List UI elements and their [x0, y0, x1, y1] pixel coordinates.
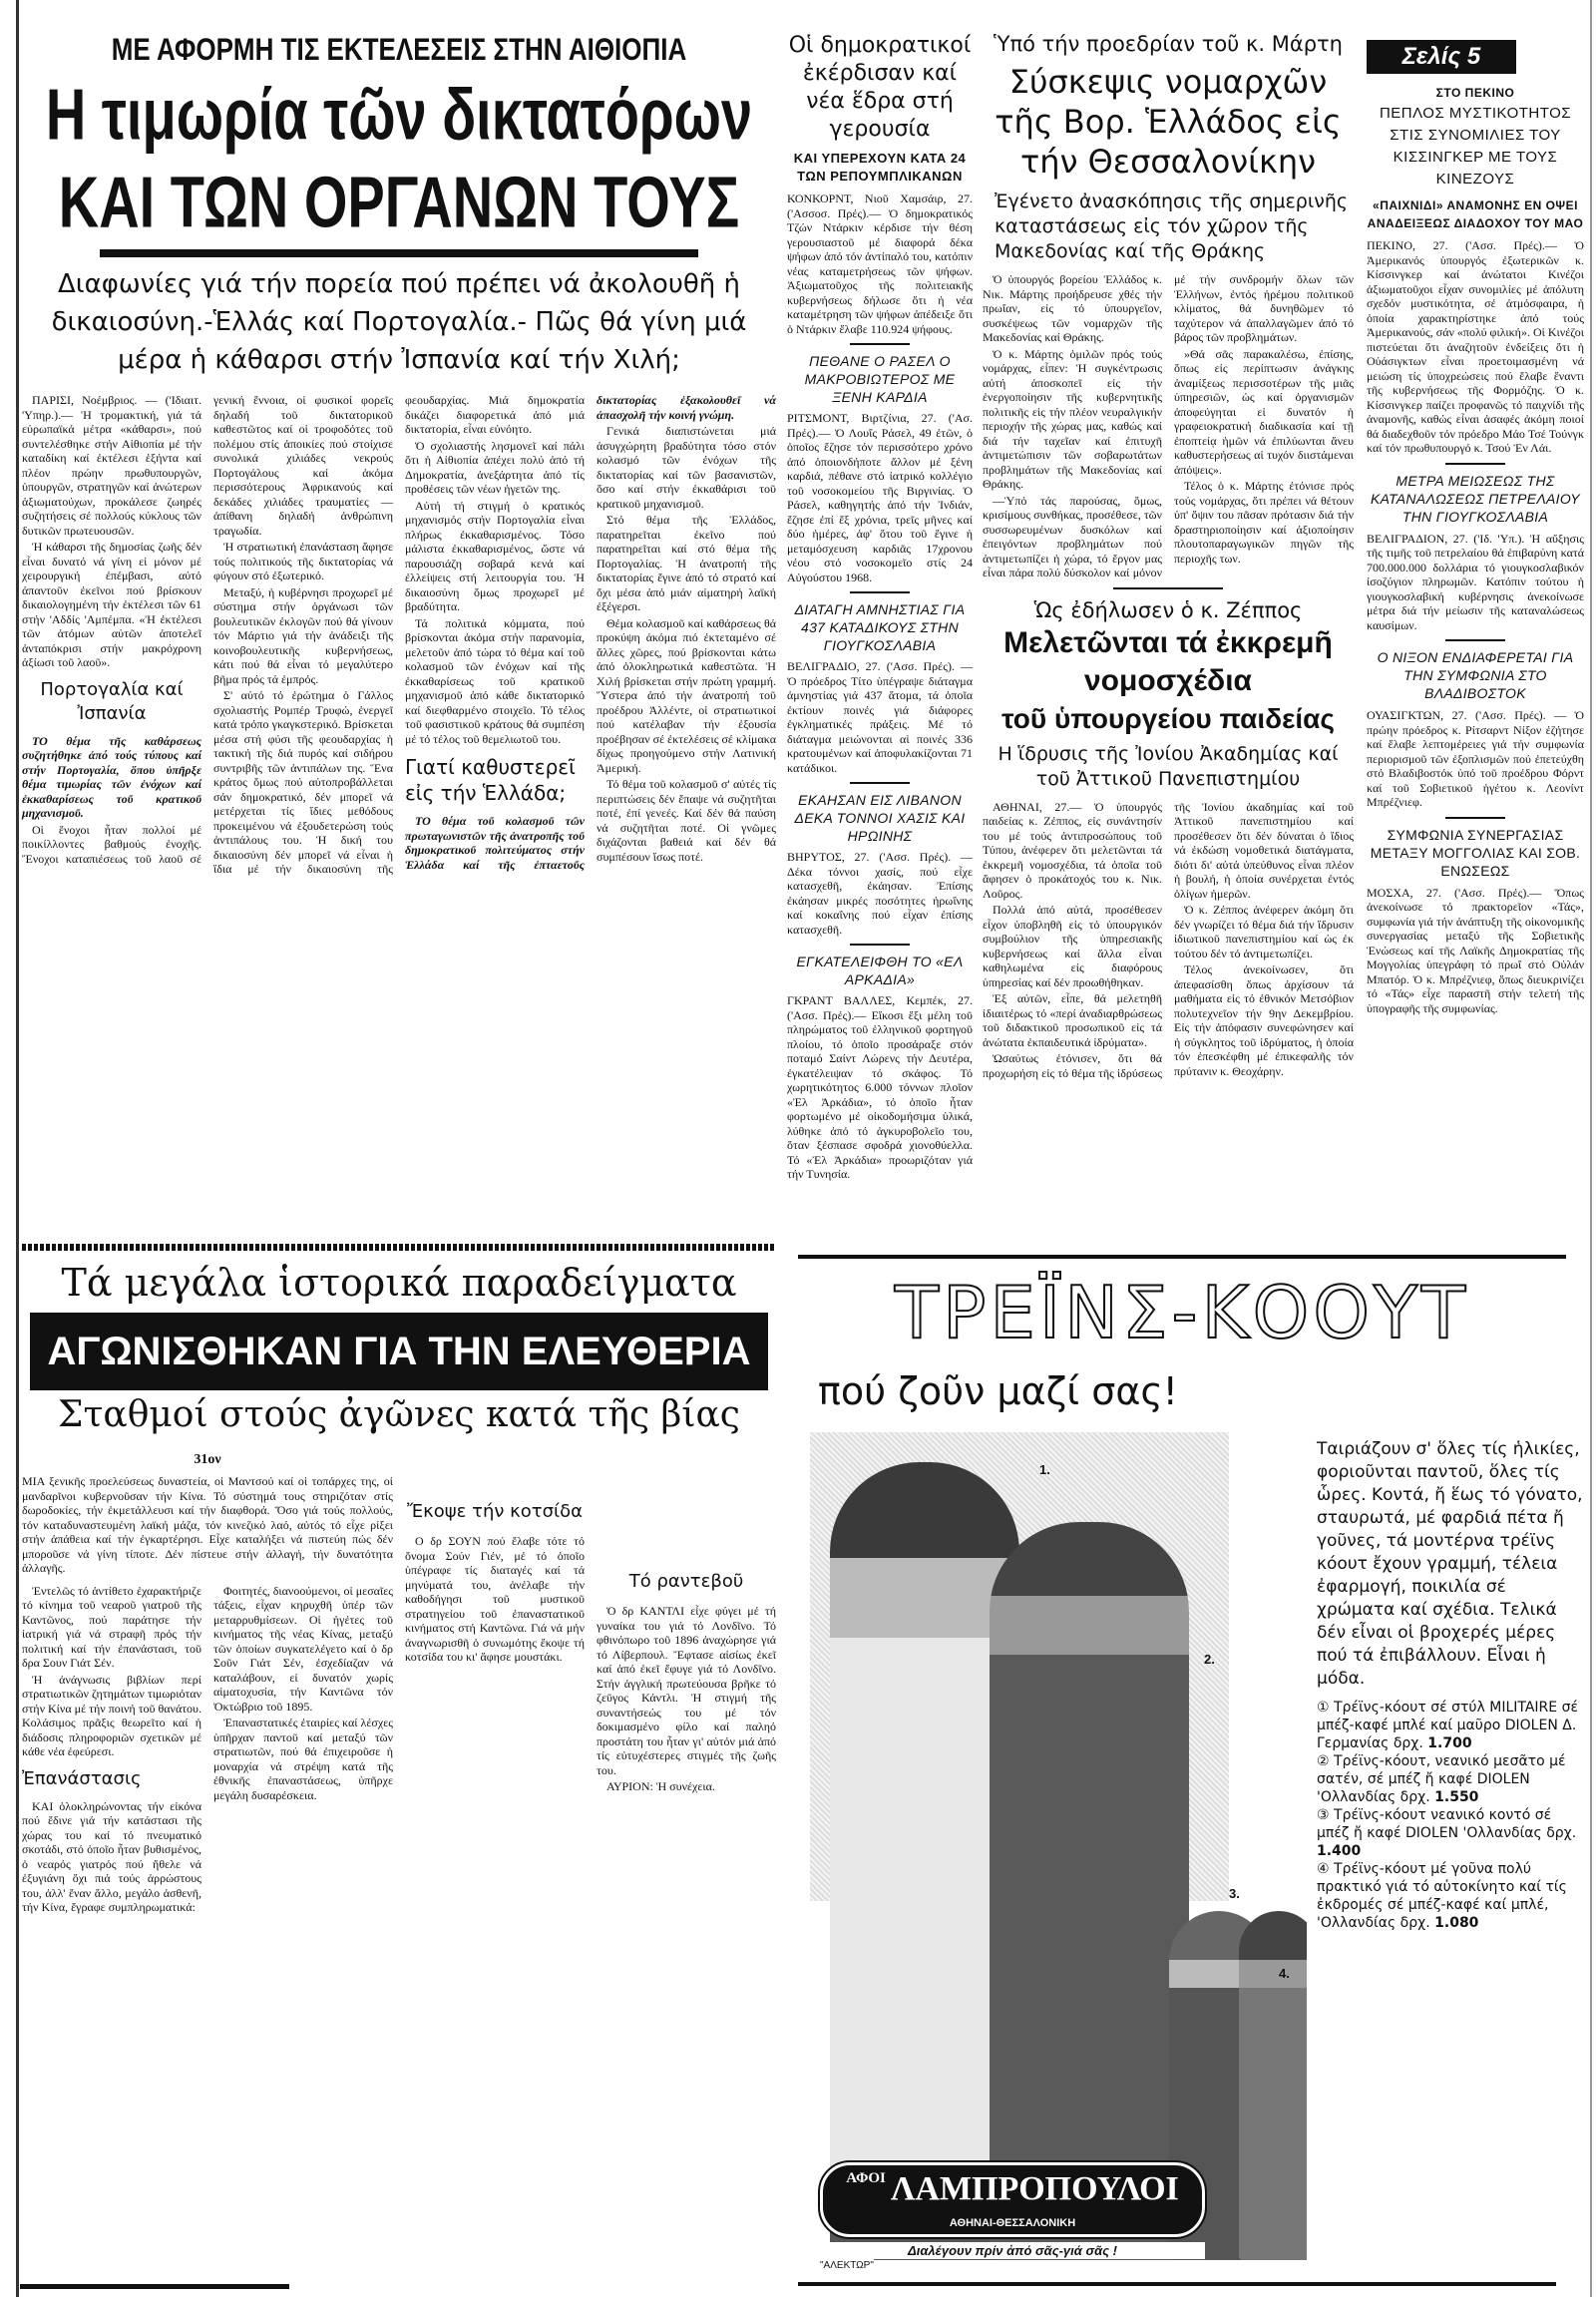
paragraph: Πολλά ἀπό αὐτά, προσέθεσεν εἶχον ὑποβληθῆ εἰς τό ὑπουργικόν συμβούλιον τῆς ὑπηρεσιακῆς κυβερνήσεως καί ἄλλα εἶναι καθηλωμένα εἰς διαφόρους ὑπηρεσίας καί δέν προωθήθηκαν.: [983, 903, 1162, 989]
section-title-portugal: Πορτογαλία καί Ἰσπανία: [40, 678, 184, 724]
history-banner: ΑΓΩΝΙΣΘΗΚΑΝ ΓΙΑ ΤΗΝ ΕΛΕΥΘΕΡΙΑ: [30, 1313, 768, 1390]
paragraph: ΑΘΗΝΑΙ, 27.— Ὁ ὑπουργός παιδείας κ. Ζέππος, εἰς συνάντησίν του μέ τούς ἀντιπροσώπους τοῦ Τύπου, ἀνέφερεν ὅτι μελετῶνται τά ἐκκρεμῆ νομοσχέδια, τά ὁποῖα τοῦ ἄφησεν ὁ προκάτοχός του κ. Νικ. Λοῦρος.: [983, 799, 1162, 901]
ad-tagline: πού ζοῦν μαζί σας!: [818, 1369, 1178, 1413]
peking-headline: ΠΕΠΛΟΣ ΜΥΣΤΙΚΟΤΗΤΟΣ ΣΤΙΣ ΣΥΝΟΜΙΛΙΕΣ ΤΟΥ ΚΙΣΣΙΝΓΚΕΡ ΜΕ ΤΟΥΣ ΚΙΝΕΖΟΥΣ: [1379, 105, 1572, 188]
paragraph: Θέμα κολασμοῦ καί καθάρσεως θά προκύψη ἀκόμα πιό ἐκτεταμένο σέ ἄλλες χῶρες, πού βρίσκονται κάτω ἀπό ὁλοκληρωτικά καθεστῶτα. Ἡ Χιλή βρίσκεται στήν πρώτη γραμμή. Ὕστερα ἀπό τήν ἀνατροπή τοῦ προέδρου Ἀλλέντε, οἱ στρατιωτικοί πού κατέλαβαν τήν ἐξουσία προέβησαν σέ ἐκτελέσεις σέ κλίμακα δίχως προηγούμενο στήν Λατινική Ἀμερική.: [597, 615, 776, 775]
section-title-greece: Γιατί καθυστερεῖ εἰς τήν Ἑλλάδα;: [405, 755, 576, 805]
paragraph: Ἡ στρατιωτική ἐπανάσταση ἄφησε τούς πολιτικούς τῆς δικτατορίας νά φύγουν στό ἐξωτερικό.: [213, 540, 393, 582]
item-price: 1.400: [1317, 1843, 1362, 1859]
peking-subhead: «ΠΑΙΧΝΙΔΙ» ΑΝΑΜΟΝΗΣ ΕΝ ΟΨΕΙ ΑΝΑΔΕΙΞΕΩΣ ΔΙΑΔΟΧΟΥ ΤΟΥ ΜΑΟ: [1367, 198, 1584, 230]
paragraph: —Ὑπό τάς παρούσας, ὅμως, κρισίμους συνθήκας, προσέθεσε, τῶν συσσωρευμένων δυσκόλων καί ἐπειγόντων προβλημάτων πού ἀντιμετωπίζει ἡ χώρα, τό ἔργον μας εἶναι πάρα πολύ δύσκολον καί μόνον μέ τήν συνδρομήν ὅλων τῶν Ἑλλήνων, ἐντός ἠρέμου πολιτικοῦ κλίματος, θά δυνηθῶμεν τό ταχύτερον νά ἀπαλλαγῶμεν ἀπό τό βάρος τῶν προβλημάτων.: [983, 272, 1354, 579]
section-title-revolution: Ἐπανάστασις: [22, 1767, 142, 1789]
paragraph: Φοιτητές, διανοούμενοι, οἱ μεσαῖες τάξεις, εἶχαν κηρυχθῆ ὑπέρ τῶν μεταρρυθμίσεων. Οἱ ἡγέτες τοῦ κινήματος τῆς νέας Κίνας, μεταξύ τῶν ὁποίων συγκατελέγετο καί ὁ δρ Σοῦν Γιάτ Σέν, ἐσχεδίαζαν νά καταλάβουν, εἰ δυνατόν χωρίς αἱματοχυσία, τήν Καντῶνα τόν Ὀκτώβριο τοῦ 1895.: [213, 1583, 393, 1714]
paragraph: Ἐξ αὐτῶν, εἶπε, θά μελετηθῆ ἰδιαιτέρως τό «περί ἀναδιαρθρώσεως τοῦ διδακτικοῦ προσωπικοῦ εἰς τά ἀνώτατα ἐκπαιδευτικά ἱδρύματα».: [983, 991, 1162, 1049]
paragraph: Ὁ ὑπουργός βορείου Ἑλλάδος κ. Νικ. Μάρτης προήδρευσε χθές τήν πρωΐαν, εἰς τό ὑπουργεῖον, συσκέψεως τῶν νομαρχῶν τῆς Μακεδονίας καί Θράκης.: [983, 272, 1162, 344]
paragraph: Τό θέμα τοῦ κολασμοῦ σ' αὐτές τίς περιπτώσεις δέν ἔπαψε νά συζητῆται ποτέ, ἐπί γενεές. Καί δέν θά παύση νά συζητῆται ποτέ. Οἱ γνῶμες διχάζονται βαθειά καί δέν θά συμπέσουν ἴσως ποτέ.: [597, 777, 776, 864]
mongolia-headline: ΣΥΜΦΩΝΙΑ ΣΥΝΕΡΓΑΣΙΑΣ ΜΕΤΑΞΥ ΜΟΓΓΟΛΙΑΣ ΚΑΙ ΣΟΒ. ΕΝΩΣΕΩΣ: [1370, 826, 1581, 879]
separator: [850, 944, 910, 946]
history-article: [22, 1244, 776, 1917]
history-col-4: [597, 1450, 776, 1796]
history-body-grid: [22, 1450, 776, 1917]
paragraph: Ἐντελῶς τό ἀντίθετο ἐχαρακτήριζε τό κίνημα τοῦ νεαροῦ γιατροῦ τῆς Καντῶνος, πού παράτησε τήν ἰατρική γιά νά στραφῆ πρός τήν πολιτική καί τήν ἐπανάστασι, τοῦ δρα Σουν Γιάτ Σέν.: [22, 1583, 201, 1670]
ad-item: [1317, 1699, 1586, 1752]
oil-headline: ΜΕΤΡΑ ΜΕΙΩΣΕΩΣ ΤΗΣ ΚΑΤΑΝΑΛΩΣΕΩΣ ΠΕΤΡΕΛΑΙΟΥ ΤΗΝ ΓΙΟΥΓΚΟΣΛΑΒΙΑ: [1371, 472, 1580, 525]
item-number: ③: [1317, 1807, 1330, 1823]
photo-label-4: 4.: [1279, 1966, 1290, 1981]
nixon-text: ΟΥΑΣΙΓΚΤΩΝ, 27. ('Ασσ. Πρές). — Ὁ πρώην πρόεδρος κ. Ρίτσαρντ Νίξον ἐζήτησε καί ἔλαβε λεπτομέρειες γιά τήν συμφωνία περιορισμοῦ τῶν ἐξοπλισμῶν πού ἐπετεύχθη στό Βλαδιβοστόκ ὑπό τοῦ προέδρου Φόρντ καί τοῦ Σοβιετικοῦ ἡγέτου κ. Λεονίντ Μπρέζνιεφ.: [1367, 708, 1584, 809]
brand-block: [820, 2162, 1205, 2272]
arcadia-headline: ΕΓΚΑΤΕΛΕΙΦΘΗ ΤΟ «ΕΛ ΑΡΚΑΔΙΑ»: [796, 954, 964, 987]
history-col-2: [213, 1584, 393, 1805]
nomarchs-body: [983, 272, 1354, 580]
main-kicker: ΜΕ ΑΦΟΡΜΗ ΤΙΣ ΕΚΤΕΛΕΣΕΙΣ ΣΤΗΝ ΑΙΘΙΟΠΙΑ: [111, 31, 687, 67]
brand-slogan: Διαλέγουν πρίν ἀπό σᾶς-γιά σᾶς !: [820, 2242, 1205, 2259]
ad-title: ΤΡΕΪΝΣ-ΚΟΟΥΤ: [895, 1271, 1469, 1354]
nomarchs-kicker: Ὑπό τήν προεδρίαν τοῦ κ. Μάρτη: [994, 32, 1343, 56]
senate-text: ΚΟΝΚΟΡΝΤ, Νιοῦ Χαμσάιρ, 27. ('Ασσοσ. Πρές).— Ὁ δημοκρατικός Τζών Ντάρκιν κέρδισε τήν θέση γερουσιαστοῦ μέ διαφορά δέκα ψήφων ἀπό τόν ἀντίπαλό του, κατόπιν νέας καταμετρήσεως τῶν ψήφων. Ἀξιωματοῦχος τῆς πολιτειακῆς κυβερνήσεως δήλωσε ὅτι ἡ νέα καταμέτρηση τῶν ψήφων ἀπέδειξε ὅτι ὁ Ντάρκιν ἔλαβε 110.924 ψήφους.: [787, 191, 973, 336]
main-article: [22, 28, 776, 877]
item-number: ④: [1317, 1861, 1330, 1877]
ad-top-rule: [798, 1255, 1566, 1259]
paragraph: ΚΑΙ ὁλοκληρώνοντας τήν εἰκόνα πού ἔδινε γιά τήν κατάστασι τῆς χώρας του καί τό πνευματικό σκοτάδι, στό ὁποῖο ἦταν βυθισμένος, ὁ νεαρός γιατρός πού ἤθελε νά ἐξυγιάνη ὄχι πιά τούς ἀρρώστους του, ἀλλ' ἕναν ἄλλο, μεγάλο ἀσθενῆ, τήν Κίνα, ἔγραφε συμπληρωματικά:: [22, 1798, 201, 1914]
russell-text: ΡΙΤΣΜΟΝΤ, Βιρτζίνια, 27. ('Ασ. Πρές).— Ὁ Λουΐς Ράσελ, 49 ἐτῶν, ὁ ὁποῖος ἔζησε τόν περισσότερο χρόνο ἀπό ὁποιονδήποτε ἄλλον μέ ξένη καρδιά, πέθανε στό ἰατρικό κολλέγιο τοῦ νοσοκομείου τῆς Βιργινίας. Ὁ Ράσελ, καθηγητής ἀπό τήν Ἰνδιάν, ἔζησε ἐπί ἕξ χρόνια, τρεῖς μῆνες καί δύο ἡμέρες, ἀφ' ὅτου τοῦ ἔγινε ἡ μεταμόσχευση καρδιᾶς 17χρονου νέου στό νοσοκομεῖο στίς 24 Αὐγούστου 1968.: [787, 411, 973, 584]
senate-subhead: ΚΑΙ ΥΠΕΡΕΧΟΥΝ ΚΑΤΑ 24 ΤΩΝ ΡΕΠΟΥΜΠΛΙΚΑΝΩΝ: [793, 151, 967, 184]
brand-logo: [820, 2162, 1205, 2237]
ad-photo: [810, 1432, 1307, 2268]
senate-headline: Οἱ δημοκρατικοί ἐκέρδισαν καί νέα ἕδρα στή γερουσία: [788, 33, 972, 142]
section-title-rendezvous: Τό ραντεβοῦ: [628, 1571, 744, 1592]
nomarchs-subheadline: Ἐγένετο ἀνασκόπησις τῆς σημερινῆς καταστάσεως εἰς τόν χῶρον τῆς Μακεδονίας καί τῆς Θράκης: [995, 191, 1349, 262]
brand-line: [823, 2167, 1202, 2216]
item-price: 1.080: [1434, 1915, 1479, 1931]
education-body: [983, 800, 1354, 1081]
separator: [850, 591, 910, 593]
separator: [850, 782, 910, 784]
brand-cities: ΑΘΗΝΑΙ-ΘΕΣΣΑΛΟΝΙΚΗ: [949, 2217, 1076, 2229]
item-price: 1.550: [1434, 1789, 1479, 1805]
model-4-figure: [1239, 1911, 1307, 2260]
nixon-headline: Ο ΝΙΞΟΝ ΕΝΔΙΑΦΕΡΕΤΑΙ ΓΙΑ ΤΗΝ ΣΥΜΦΩΝΙΑ ΣΤΟ ΒΛΑΔΙΒΟΣΤΟΚ: [1377, 649, 1574, 701]
paragraph: Ο δρ ΣΟΥΝ πού ἔλαβε τότε τό ὄνομα Σούν Γιέν, μέ τό ὁποῖο ὑπέγραφε τίς διαταγές καί τά μηνύματά του, ἀνέλαβε τήν καθοδήγησι τοῦ μυστικοῦ στρατηγείου τοῦ ἐπαναστατικοῦ κινήματος στή Καντῶνα. Γιά νά μήν ἀναγνωρισθῆ ὁ συνωμότης ἔκοψε τή κοτσίδα του κι' ἄφησε μουστάκι.: [405, 1534, 585, 1664]
item-number: ②: [1317, 1753, 1330, 1769]
main-subheadline: Διαφωνίες γιά τήν πορεία πού πρέπει νά ἀκολουθῆ ἡ δικαιοσύνη.-Ἑλλάς καί Πορτογαλία.- Πῶς θά γίνη μιά μέρα ἡ κάθαρσι στήν Ἰσπανία καί τήν Χιλή;: [51, 269, 747, 375]
photo-label-2: 2.: [1204, 1652, 1215, 1667]
main-headline-2: ΚΑΙ ΤΩΝ ΟΡΓΑΝΩΝ ΤΟΥΣ: [58, 161, 740, 243]
paragraph: ΤΟ θέμα τῆς καθάρσεως συζητήθηκε ἀπό τούς τύπους καί στήν Πορτογαλία, ὅπου ὑπῆρξε θέμα τιμωρίας τῶν ἐνόχων καί ἐκκαθαρίσεως τοῦ κρατικοῦ μηχανισμοῦ.: [22, 733, 201, 820]
amnesty-text: ΒΕΛΙΓΡΑΔΙΟ, 27. ('Ασσ. Πρές). — Ὁ πρόεδρος Τίτο ὑπέγραψε διάταγμα ἀμνηστίας γιά 437 ἄτομα, τά ὁποῖα ἐκτίουν ποινές γιά διάφορες ἐγκληματικές πράξεις. Μέ τό διάταγμα μειώνονται αἱ ποινές 336 κρατουμένων καί ἀποφυλακίζονται 71 κατάδικοι.: [787, 659, 973, 775]
paragraph: Τέλος ἀνεκοίνωσεν, ὅτι ἀπεφασίσθη ὅπως ἀρχίσουν τά μαθήματα εἰς τό ἐθνικόν Μετσόβιον πολυτεχνεῖον τήν 9ην Δεκεμβρίου. Εἰς τήν ἀπόφασιν συνεφώνησεν καί ἡ σύγκλητος τοῦ ἱδρύματος, ἡ ὁποία τόν ἐπεσκέφθη μέ ἐπικεφαλῆς τόν πρύτανιν κ. Θεοχάρην.: [1174, 962, 1354, 1078]
paragraph: Οἱ ἔνοχοι ἦταν πολλοί μέ ποικίλλοντες βαθμούς ἐνοχῆς. Ἔνοχοι καταπιέσεως τοῦ λαοῦ σέ γενική ἔννοια, οἱ φυσικοί φορεῖς δηλαδή τοῦ δικτατορικοῦ καθεστῶτος καί οἱ τροφοδότες τοῦ πολέμου στίς ἀποικίες πού στοίχισε συνολικά χιλιάδες νεκρούς Πορτογάλους καί ἀκόμα περισσότερους Ἀφρικανούς καί δεκάδες χιλιάδες τραυματίες — ἀπίθανη δηλαδή ἀνθρώπινη τραγωδία.: [22, 393, 393, 866]
paragraph: Τά πολιτικά κόμματα, πού βρίσκονται ἀκόμα στήν παρανομία, μελετοῦν ἀπό τώρα τό θέμα καί τοῦ κολασμοῦ τῶν ἐνόχων καί τῆς ἐκκαθαρίσεως τοῦ κρατικοῦ μηχανισμοῦ ἀπό κάθε δικτατορικό καί διεφθαρμένο στοιχεῖο. Τό τέλος τοῦ φασιστικοῦ κράτους θά συμπέση μέ τό τέλος τοῦ θεμελιωτοῦ του.: [405, 615, 585, 746]
separator: [850, 343, 910, 345]
separator: [1445, 463, 1505, 465]
peking-kicker: ΣΤΟ ΠΕΚΙΝΟ: [1435, 86, 1515, 100]
section-title-queue: Ἔκοψε τήν κοτσίδα: [407, 1501, 583, 1522]
brand-name: ΛΑΜΠΡΟΠΟΥΛΟΙ: [891, 2170, 1179, 2207]
ad-item: [1317, 1860, 1586, 1932]
mongolia-text: ΜΟΣΧΑ, 27. ('Ασσ. Πρές).— Ὅπως ἀνεκοίνωσε τό πρακτορεῖον «Τάς», συμφωνία γιά τήν ἀνάπτυξη τῆς οἰκονομικῆς συνεργασίας μεταξύ τῆς Σοβιετικῆς Ἑνώσεως καί τῆς Λαϊκῆς Δημοκρατίας τῆς Μογγολίας ὑπεγράφη τό πρωΐ στό Οὐλάν Μπατόρ. Ὁ κ. Μπρέζνιεφ, ὅπως διευκρινίζει τό «Τάς» εἶχε παραστῆ στήν τελετή τῆς ὑπογραφῆς τῆς συμφωνίας.: [1367, 885, 1584, 1015]
hashish-text: ΒΗΡΥΤΟΣ, 27. ('Ασσ. Πρές). — Δέκα τόννοι χασίς, πού εἶχε κατασχεθῆ, ἐκάησαν. Ἐπίσης ἐκάησαν μικρές ποσότητες ἡρωΐνης καί κοκαΐνης πού εἶχαν ἐπίσης κατασχεθῆ.: [787, 850, 973, 937]
ad-description: Ταιριάζουν σ' ὅλες τίς ἡλικίες, φοριοῦνται παντοῦ, ὅλες τίς ὧρες. Κοντά, ἤ ἕως τό γόνατο, σταυρωτά, μέ φαρδιά πέτα ἤ γοῦνες, τά μοντέρνα τρέϊνς κόουτ ἔχουν γραμμή, τέλεια ἐφαρμογή, ποικιλία σέ χρώματα καί σχέδια. Τελικά δέν εἶναι οἱ βροχερές μέρες πού τά ἐπιβάλλουν. Εἶναι ἡ μόδα.: [1317, 1439, 1583, 1689]
right-edge-line: [1590, 0, 1592, 2297]
brand-prefix: ΑΦΟΙ: [846, 2170, 886, 2186]
education-headline-3: τοῦ ὑπουργείου παιδείας: [1001, 702, 1335, 734]
history-subheadline: Σταθμοί στούς ἀγῶνες κατά τῆς βίας: [58, 1394, 740, 1435]
column-a: [787, 26, 973, 1182]
item-text: Τρέϊνς-κόουτ νεανικό κοντό σέ μπέζ ἤ καφέ DIOLEN 'Ολλανδίας δρχ.: [1317, 1807, 1577, 1841]
ad-bottom-rule: [798, 2282, 1556, 2286]
paragraph: Ὁ σχολιαστής λησμονεῖ καί πάλι ὅτι ἡ Αἰθιοπία ἀπέχει πολύ ἀπό τή Δημοκρατία, ἀνεξάρτητα ἀπό τίς προθέσεις τῶν νέων ἡγετῶν της.: [405, 438, 585, 496]
history-part-number: 31ον: [194, 1452, 221, 1467]
paragraph: Γενικά διαπιστώνεται μιά ἀσυγχώρητη βραδύτητα τόσο στόν κολασμό τῶν ἐνόχων τῆς δικτατορίας καί τῶν βασανιστῶν, ὅσο καί στήν ἐκκαθάρισι τοῦ κρατικοῦ μηχανισμοῦ.: [597, 424, 776, 511]
peking-text: ΠΕΚΙΝΟ, 27. ('Ασσ. Πρές).— Ὁ Ἀμερικανός ὑπουργός ἐξωτερικῶν κ. Κίσσινγκερ καί ἀνώτατοι Κινέζοι ἀξιωματοῦχοι εἶχαν συνομιλίες μέ ἀπόλυτη σχεδόν μυστικότητα, σέ ἀτμόσφαιρα, ἡ ὁποία χαρακτηρίστηκε ἀπό τούς Ἀμερικανούς, σάν «πολύ φιλική». Οἱ Κινέζοι πιστεύεται ὅτι ἀναζητοῦν ἐνδείξεις ὅτι ἡ Οὐάσιγκτων εἶναι προετοιμασμένη νά μειώση τίς ὑποχρεώσεις πού ἔλαβε ἔναντι τῆς κυβερνήσεως τῆς Φορμόζης. Ὁ κ. Κίσσινγκερ παίζει προφανῶς τό παιχνίδι τῆς ἀναμονῆς, καθώς εἶναι ἀσαφές ἀκόμη ποιοί θά διαδεχθοῦν τόν πρόεδρο Μάο Τσέ Τούνγκ καί τόν πρωθυπουργό κ. Τσού Ἐν Λάι.: [1367, 238, 1584, 455]
education-headline-2: νομοσχέδια: [1084, 663, 1252, 697]
photo-label-1: 1.: [1039, 1462, 1050, 1477]
item-text: Τρέϊνς-κόουτ σέ στύλ MILITAIRE σέ μπέζ-καφέ μπλέ καί μαῦρο DIOLEN Δ. Γερμανίας δρχ.: [1317, 1700, 1579, 1751]
dotted-rule: [22, 1244, 776, 1251]
agency-credit: "ΑΛΕΚΤΩΡ": [820, 2260, 874, 2271]
paragraph: Τέλος ὁ κ. Μάρτης ἐτόνισε πρός τούς νομάρχας, ὅτι πρέπει νά θέτουν ὑπ' ὄψιν του πᾶσαν πρότασιν διά τήν δραστηριοποίησιν καί ἀξιοποίησιν πλουτοπαραγωγικῶν πηγῶν τῆς περιοχῆς των.: [1174, 479, 1354, 566]
history-kicker: Τά μεγάλα ἱστορικά παραδείγματα: [61, 1261, 737, 1305]
model-2-figure: [990, 1522, 1189, 2260]
ad-item: [1317, 1752, 1586, 1806]
hashish-headline: ΕΚΑΗΣΑΝ ΕΙΣ ΛΙΒΑΝΟΝ ΔΕΚΑ ΤΟΝΝΟΙ ΧΑΣΙΣ ΚΑΙ ΗΡΩΙΝΗΣ: [794, 792, 966, 844]
history-col-1: [22, 1584, 201, 1917]
history-intro: [22, 1450, 393, 1584]
education-kicker: Ὡς ἐδήλωσεν ὁ κ. Ζέππος: [1033, 597, 1303, 622]
paragraph: Ἡ κάθαρσι τῆς δημοσίας ζωῆς δέν εἶναι δυνατό νά γίνη εἰ μόνον μέ χειρουργική ἐπέμβασι, αὐτό ἀπαντοῦν ἐκεῖνοι πού βρίσκουν δικαιολογημένη τήν ἐκτέλεσι τῶν 61 στήν 'Αδδίς 'Αμπέμπα. «Ἡ ἐκτέλεσι τῶν ἀτόμων αὐτῶν ἀποτελεῖ ἀνταπόκρισι στήν μακρόχρονη ἀξίωσι τοῦ λαοῦ».: [22, 540, 201, 669]
continued-note: ΑΥΡΙΟΝ: Ἡ συνέχεια.: [606, 1779, 715, 1793]
paragraph: Στό θέμα τῆς Ἑλλάδος, παρατηρεῖται ἐκεῖνο πού παρατηρεῖται καί στό θέμα τῆς Πορτογαλίας. Ἡ ἀνατροπή τῆς δικτατορίας ἔγινε ἀπό τό στρατό καί ὄχι μέσα ἀπό μιάν αἱματηρή λαϊκή ἐξέγερσι.: [597, 513, 776, 613]
separator: [1445, 639, 1505, 641]
history-col-3: [405, 1450, 585, 1667]
page-number-badge: Σελίς 5: [1367, 40, 1516, 74]
ad-item: [1317, 1806, 1586, 1860]
separator: [1445, 817, 1505, 819]
paragraph: Ὁ κ. Μάρτης ὁμιλῶν πρός τούς νομάρχας, εἶπεν: Ἡ συγκέντρωσις αὐτή ἀποσκοπεῖ εἰς τήν ἐνεργοποίησιν τῆς κυβερνητικῆς πολιτικῆς εἰς τήν πλέον νευραλγικήν περιοχήν τῆς χώρας μας, καθώς καί διά τήν ταχεῖαν καί ἐπιτυχῆ ἀντιμετώπισιν τῶν σοβαρωτάτων προβλημάτων τῆς Μακεδονίας καί Θράκης.: [983, 346, 1162, 491]
column-c: [1367, 30, 1584, 1015]
paragraph: Αὐτή τή στιγμή ὁ κρατικός μηχανισμός στήν Πορτογαλία εἶναι πλήρως ἐκκαθαρισμένος. Τόσο μάλιστα ἐκκαθαρισμένος, ὥστε νά παρουσιάζη σοβαρά κενά καί ἐλλείψεις στή λειτουργία του. Ἡ δικαιοσύνη ὅμως προχωρεῖ μέ βραδύτητα.: [405, 498, 585, 613]
paragraph: ΠΑΡΙΣΙ, Νοέμβριος. — ('Ιδιαιτ. 'Υπηρ.).— Ἡ τρομακτική, γιά τά εὐρωπαϊκά μέτρα «κάθαρσι», πού συντελέσθηκε στήν Αἰθιοπία μέ τήν καταδίκη καί ἐκτέλεσι ἑξήντα καί πλέον πρώην πρωθυπουργῶν, ὑπουργῶν, στρατηγῶν καί ἀνώτερων ἀξιωματούχων, προκάλεσε ζωηρές συζητήσεις σέ πολλούς κύκλους τῶν δυτικῶν πρωτευουσῶν.: [22, 393, 201, 538]
amnesty-headline: ΔΙΑΤΑΓΗ ΑΜΝΗΣΤΙΑΣ ΓΙΑ 437 ΚΑΤΑΔΙΚΟΥΣ ΣΤΗΝ ΓΙΟΥΓΚΟΣΛΑΒΙΑ: [794, 601, 966, 653]
intro-paragraph: ΜΙΑ ξενικῆς προελεύσεως δυναστεία, οἱ Μαντσού καί οἱ τοπάρχες της, οἱ μανδαρῖνοι κυβερνοῦσαν τήν Κίνα. Τό σύστημά τους στηριζόταν στίς δωροδοκίες, τήν ἐκμετάλλευσι καί τήν διαφθορά. Ὅσο γιά τούς πολλούς, τόν καταδυναστευμένη λαϊκή μάζα, τόν κινεζικό λαό, αὐτός τό εἶχε ρίξει στήν ἀπάθεια καί τήν ἐγκαρτέρησι. Εἶχε καταλήξει νά πιστεύη πώς δέν μποροῦσε νά γίνη τίποτε. Δέν πίστευε στήν ἀλλαγή, τήν δυνατότητα ἀλλαγῆς.: [22, 1474, 393, 1575]
column-b: [983, 30, 1354, 1080]
paragraph: »Θά σᾶς παρακαλέσω, ἐπίσης, ὅπως εἰς περίπτωσιν ἀνάγκης ἀναμίξεως περισσοτέρων τῆς μιᾶς ὑπηρεσιῶν, ὡς καί ὀργανισμῶν ἀποφεύγηται εἰ δυνατόν ἡ γραφειοκρατική διαδικασία καί τῇ ἐποπτείᾳ ἡμῶν νά ἐπιλύωνται ἄνευ καθυστερήσεως αἱ τυχόν διιστάμεναι ἀπόψεις».: [1174, 346, 1354, 477]
oil-text: ΒΕΛΙΓΡΑΔΙΟΝ, 27. ('Ιδ. 'Υπ.). Ἡ αὔξησις τῆς τιμῆς τοῦ πετρελαίου θά ἐπιβαρύνη κατά 700.000.000 δολλάρια τό γιουγκοσλαβικόν ἰσοζύγιον πληρωμῶν. Κατόπιν τούτου ἡ γιουγκοσλαβική κυβέρνησις ἀνεκοίνωσε μέτρα διά τήν μείωσιν τῆς καταναλώσεως καυσίμων.: [1367, 531, 1584, 632]
paragraph: Ἡ ἀνάγνωσις βιβλίων περί στρατιωτικῶν ζητημάτων τιμωριόταν στήν Κίνα μέ τήν ποινή τοῦ θανάτου. Κολάσιμος πρᾶξις θεωρεῖτο καί ἡ διάδοσις πληροφοριῶν σχετικῶν μέ κάθε νέα ἐφεύρεσι.: [22, 1672, 201, 1758]
paragraph: ΤΟ θέμα τοῦ κολασμοῦ τῶν πρωταγωνιστῶν τῆς ἀνατροπῆς τοῦ δημοκρατικοῦ πολιτεύματος στήν Ἑλλάδα καί τῆς ἐπταετοῦς δικτατορίας ἐξακολουθεῖ νά ἀπασχολῆ τήν κοινή γνώμη.: [405, 393, 776, 872]
main-article-body: [22, 393, 776, 877]
education-headline-1: Μελετῶνται τά ἐκκρεμῆ: [1003, 625, 1333, 659]
photo-label-3: 3.: [1229, 1886, 1240, 1901]
ad-items: [1317, 1699, 1586, 1932]
paragraph: Ἐπαναστατικές ἑταιρίες καί λέσχες ὑπῆρχαν παντοῦ καί μεταξύ τῶν στρατιωτῶν, πού θά ἐπιχειροῦσε ἡ μοναρχία νά στρέψη κατά τῆς ἐθνικῆς ἐπαναστάσεως, ὑπῆρχε μεγάλη δυσαρέσκεια.: [213, 1716, 393, 1802]
paragraph: Ὁ κ. Ζέππος ἀνέφερεν ἀκόμη ὅτι δέν γνωρίζει τό θέμα διά τήν ἵδρυσιν ἰδιωτικοῦ πανεπιστημίου καί ὡς ἐκ τούτου δέν τό ἀντιμετωπίζει.: [1174, 903, 1354, 960]
main-headline-1: Η τιμωρία τῶν δικτατόρων: [45, 73, 753, 156]
paragraph: Ὁ δρ ΚΑΝΤΛΙ εἶχε φύγει μέ τή γυναίκα του γιά τό Λονδῖνο. Τό φθινόπωρο τοῦ 1896 ἀναχώρησε γιά τό Λίβερπουλ. Ἔφτασε αἰσίως ἐκεῖ καί ἀπό ἐκεῖ ἔφυγε γιά τό Λονδῖνο. Στήν ἀγγλική πρωτεύουσα βρῆκε τό ζεῦγος Κάντλι. Ἡ στιγμή τῆς συναντήσεώς του μέ τόν δοκιμασμένο φίλο καί παληό προστάτη του ἦταν γι' αὐτόν μιά ἀπό τίς εὐτυχέστερες στιγμές τῆς ζωῆς του.: [597, 1604, 776, 1777]
item-text: Τρέϊνς-κόουτ, νεανικό μεσᾶτο μέ σατέν, σέ μπέζ ἤ καφέ DIOLEN 'Ολλανδίας δρχ.: [1317, 1753, 1566, 1805]
page-gutter-line: [16, 0, 19, 2297]
item-text: Τρέϊνς-κόουτ μέ γοῦνα πολύ πρακτικό γιά τό αὐτοκίνητο καί τίς ἐκδρομές σέ μπέζ-καφέ καί μπλέ, 'Ολλανδίας δρχ.: [1317, 1861, 1567, 1931]
education-subheadline: Η ἵδρυσις τῆς Ἰονίου Ἀκαδημίας καί τοῦ Ἀττικοῦ Πανεπιστημίου: [998, 742, 1339, 790]
paragraph: Σ' αὐτό τό ἐρώτημα ὁ Γάλλος σχολιαστής Ρομπέρ Τρυφώ, ἐνεργεῖ κατά τρόπο γκαγκστερικό. Βρίσκεται μέσα στή φύσι τῆς φεουδαρχίας ἡ τακτική τῆς διά πυρός καί σιδήρου συντριβῆς τῶν ἀντιπάλων της. Ἕνα κράτος ὅμως πού αὐτοπροβάλλεται σάν δημοκρατικό, δέν μπορεῖ νά μετέρχεται τίς ἴδιες μεθόδους προκειμένου νά ἐξουδετερώση τούς ἀντιπάλους του. Ἡ δική του δικαιοσύνη δέν μπορεῖ νά εἶναι ἡ ἴδια μέ τήν δικαιοσύνη τῆς φεουδαρχίας. Μιά δημοκρατία δικάζει διαφορετικά ἀπό μιά δικτατορία, εἶναι εὐνόητο.: [213, 393, 585, 876]
paragraph: Μεταξύ, ἡ κυβέρνησι προχωρεῖ μέ σύστημα στήν ὀργάνωσι τῶν βουλευτικῶν ἐκλογῶν πού θά γίνουν τόν Μάρτιο γιά τήν ἀνάδειξι τῆς κοινοβουλευτικῆς κυβερνήσεως, κάτι πού θά εἶναι τό μεγαλύτερο βῆμα πρός τά ἐμπρός.: [213, 584, 393, 686]
nomarchs-headline: Σύσκεψις νομαρχῶν τῆς Βορ. Ἑλλάδος εἰς τήν Θεσσαλονίκην: [995, 63, 1342, 181]
bottom-rule: [20, 2284, 289, 2289]
ad-copy: [1317, 1438, 1586, 1932]
separator: [1113, 587, 1223, 589]
russell-headline: ΠΕΘΑΝΕ Ο ΡΑΣΕΛ Ο ΜΑΚΡΟΒΙΩΤΕΡΟΣ ΜΕ ΞΕΝΗ ΚΑΡΔΙΑ: [804, 353, 956, 405]
arcadia-text: ΓΚΡΑΝΤ ΒΑΛΛΕΣ, Κεμπέκ, 27. ('Ασσ. Πρές).— Εἴκοσι ἕξι μέλη τοῦ πληρώματος τοῦ ἑλληνικοῦ φορτηγοῦ πλοίου, τό ὁποῖο προσάραξε στόν ποταμό Σαίντ Λώρενς τήν Δευτέρα, ἐγκατέλειψαν τό σκάφος. Τό χωρητικότητος 6.000 τόννων πλοῖον «Ἐλ Ἀρκάδια», τό ὁποῖο ἦταν φορτωμένο μέ οἰκοδομήσιμα ὑλικά, λύθηκε ἀπό τό ἀγκυροβολεῖο του, ὅταν ξέσπασε σφοδρά χιονοθύελλα. Τό «Ἐλ Ἀρκάδια» προωριζόταν γιά τήν Τυνησία.: [787, 993, 973, 1181]
paragraph: Ὡσαύτως ἐτόνισεν, ὅτι θά προχωρήση εἰς τό θέμα τῆς ἱδρύσεως τῆς Ἰονίου ἀκαδημίας καί τοῦ Ἀττικοῦ πανεπιστημίου καί προσέθεσεν ὅτι δέν δύναται ὁ ἴδιος νά ἐκδώση νομοθετικά διατάγματα, διότι δι' αὐτά ὑπεύθυνος εἶναι πλέον ἡ βουλή, ἡ ὁποία συνέρχεται ἐντός ὀλίγων ἡμερῶν.: [983, 799, 1354, 1080]
item-price: 1.700: [1427, 1735, 1472, 1751]
item-number: ①: [1317, 1700, 1330, 1716]
